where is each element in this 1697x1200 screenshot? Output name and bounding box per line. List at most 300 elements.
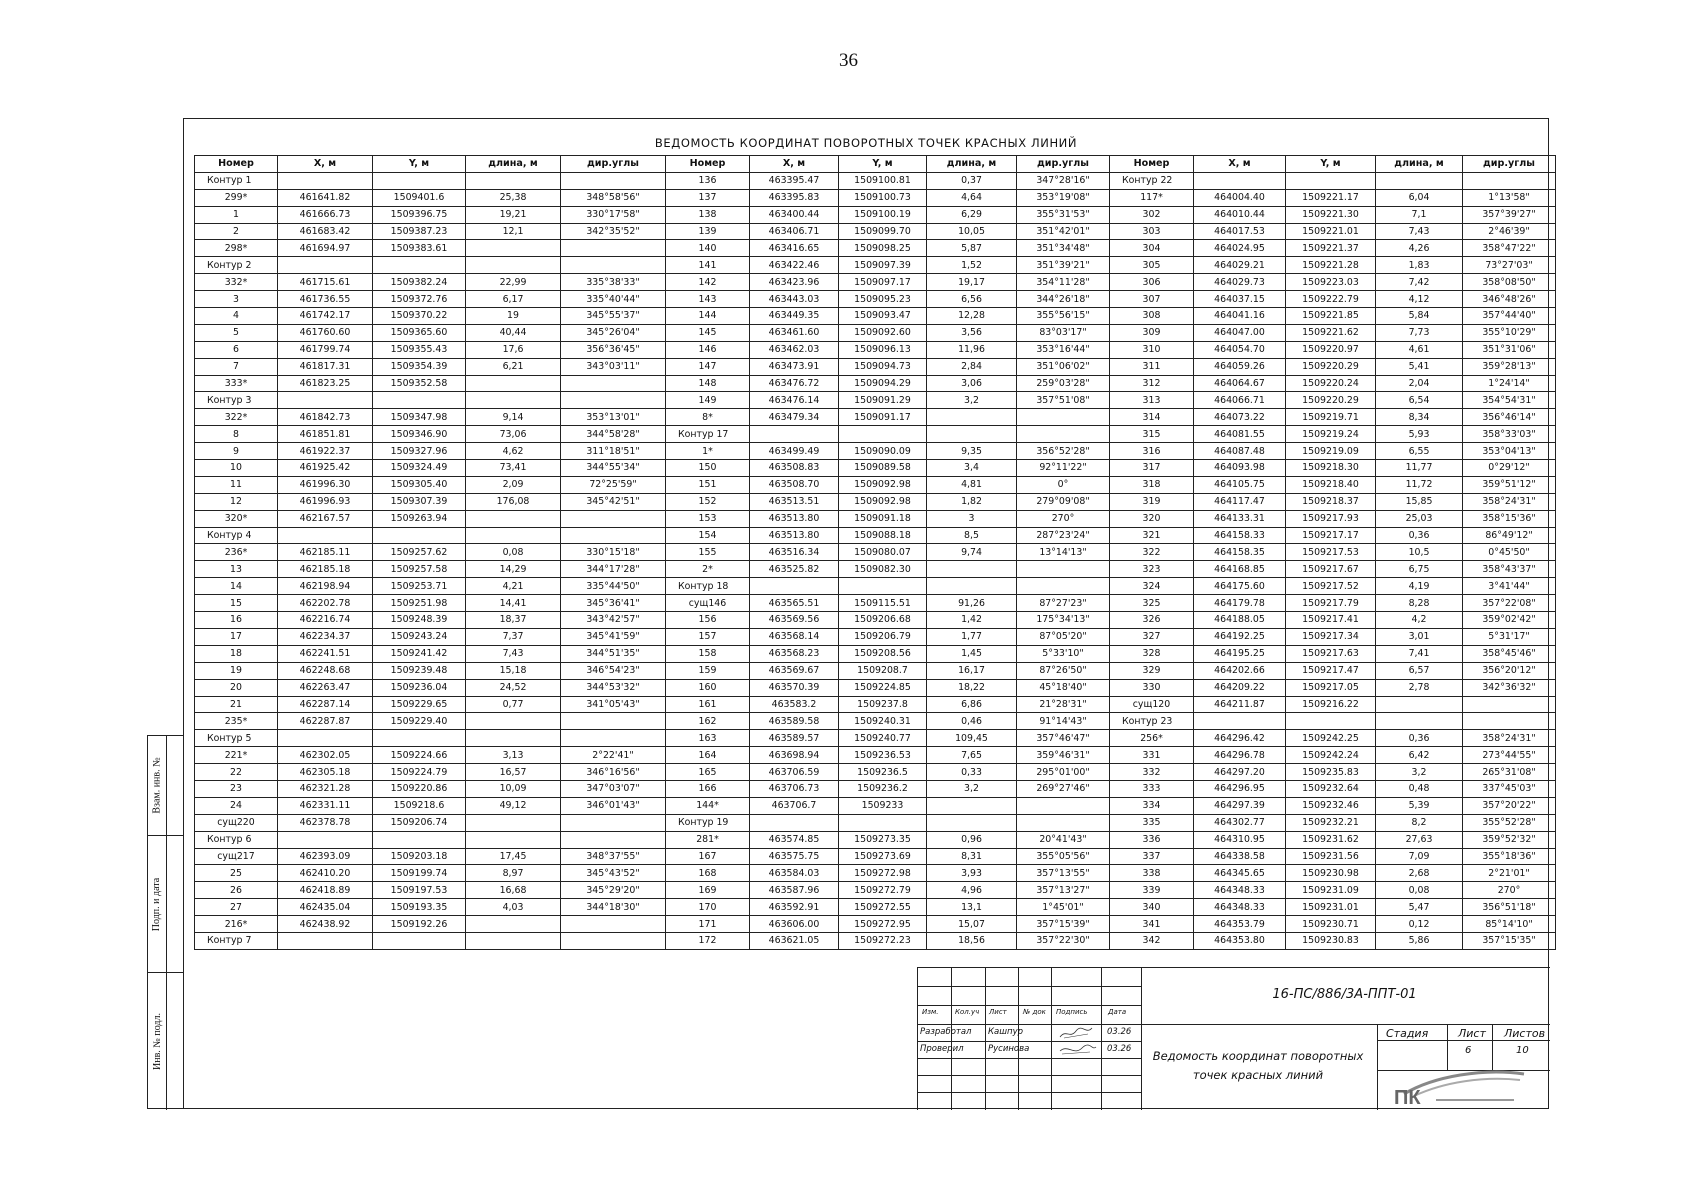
table-cell: 2°21'01": [1463, 865, 1556, 882]
table-cell: 16,68: [466, 882, 561, 899]
table-cell: 4,96: [927, 882, 1017, 899]
point-number-cell: 172: [666, 932, 750, 949]
point-number-cell: 169: [666, 882, 750, 899]
table-cell: 8,5: [927, 527, 1017, 544]
point-number-cell: 141: [666, 257, 750, 274]
table-cell: 464158.35: [1194, 544, 1286, 561]
table-cell: [839, 814, 927, 831]
point-number-cell: 309: [1110, 324, 1194, 341]
table-cell: 464093.98: [1194, 460, 1286, 477]
table-cell: 1509217.53: [1286, 544, 1376, 561]
table-cell: 13°14'13": [1017, 544, 1110, 561]
table-cell: 1509272.23: [839, 932, 927, 949]
table-cell: 1509217.67: [1286, 561, 1376, 578]
point-number-cell: 166: [666, 780, 750, 797]
table-cell: 343°03'11": [561, 358, 666, 375]
table-cell: 6,04: [1376, 189, 1463, 206]
table-cell: 7,09: [1376, 848, 1463, 865]
table-cell: 1509272.95: [839, 916, 927, 933]
table-cell: [1376, 172, 1463, 189]
table-cell: 1509098.25: [839, 240, 927, 257]
point-number-cell: 164: [666, 747, 750, 764]
table-cell: 461683.42: [278, 223, 373, 240]
table-cell: [466, 257, 561, 274]
table-cell: 24,52: [466, 679, 561, 696]
table-cell: 0,46: [927, 713, 1017, 730]
table-cell: 1509239.48: [373, 662, 466, 679]
table-cell: 461760.60: [278, 324, 373, 341]
point-number-cell: 143: [666, 291, 750, 308]
table-cell: 1509307.39: [373, 493, 466, 510]
table-cell: 12,1: [466, 223, 561, 240]
table-cell: [1017, 409, 1110, 426]
table-row: [195, 932, 1556, 949]
point-number-cell: 327: [1110, 628, 1194, 645]
table-cell: 1509229.40: [373, 713, 466, 730]
table-cell: 1509327.96: [373, 443, 466, 460]
table-cell: 335°38'33": [561, 274, 666, 291]
column-header: длина, м: [927, 156, 1017, 173]
table-cell: 462321.28: [278, 780, 373, 797]
point-number-cell: 167: [666, 848, 750, 865]
table-cell: [278, 730, 373, 747]
table-cell: 464296.78: [1194, 747, 1286, 764]
column-header: Y, м: [1286, 156, 1376, 173]
table-cell: 11,96: [927, 341, 1017, 358]
table-cell: 1509217.52: [1286, 578, 1376, 595]
table-cell: 3,01: [1376, 628, 1463, 645]
table-cell: 0,48: [1376, 780, 1463, 797]
table-cell: [1017, 561, 1110, 578]
table-cell: 1509355.43: [373, 341, 466, 358]
table-cell: 8,2: [1376, 814, 1463, 831]
table-cell: 463568.14: [750, 628, 839, 645]
table-title: ВЕДОМОСТЬ КООРДИНАТ ПОВОРОТНЫХ ТОЧЕК КРАСНЫХ ЛИНИЙ: [654, 136, 1078, 150]
point-number-cell: 328: [1110, 645, 1194, 662]
table-cell: [373, 730, 466, 747]
table-cell: 357°22'30": [1017, 932, 1110, 949]
table-cell: [839, 578, 927, 595]
point-number-cell: 304: [1110, 240, 1194, 257]
table-cell: 357°44'40": [1463, 308, 1556, 325]
table-cell: 461823.25: [278, 375, 373, 392]
table-cell: 464348.33: [1194, 899, 1286, 916]
point-number-cell: 8*: [666, 409, 750, 426]
point-number-cell: 314: [1110, 409, 1194, 426]
table-cell: 1509240.31: [839, 713, 927, 730]
table-cell: 462393.09: [278, 848, 373, 865]
table-cell: 1°45'01": [1017, 899, 1110, 916]
table-cell: 1509248.39: [373, 612, 466, 629]
table-cell: 463569.56: [750, 612, 839, 629]
table-cell: 176,08: [466, 493, 561, 510]
sidebar-cell-signature: [148, 836, 183, 973]
table-cell: 1509272.98: [839, 865, 927, 882]
table-cell: 4,64: [927, 189, 1017, 206]
table-cell: 1509387.23: [373, 223, 466, 240]
point-number-cell: Контур 4: [195, 527, 278, 544]
table-cell: 464158.33: [1194, 527, 1286, 544]
point-number-cell: 323: [1110, 561, 1194, 578]
table-cell: 464066.71: [1194, 392, 1286, 409]
stamp-col-count: Кол.уч: [955, 1008, 980, 1016]
point-number-cell: 24: [195, 797, 278, 814]
table-cell: 354°11'28": [1017, 274, 1110, 291]
table-cell: 1509092.98: [839, 476, 927, 493]
table-cell: 344°58'28": [561, 426, 666, 443]
table-cell: 15,18: [466, 662, 561, 679]
table-cell: [927, 561, 1017, 578]
table-cell: 1,82: [927, 493, 1017, 510]
table-cell: 343°42'57": [561, 612, 666, 629]
table-cell: 463395.83: [750, 189, 839, 206]
table-cell: 464297.39: [1194, 797, 1286, 814]
table-cell: 1509240.77: [839, 730, 927, 747]
table-cell: 463508.70: [750, 476, 839, 493]
table-cell: 463606.00: [750, 916, 839, 933]
point-number-cell: 137: [666, 189, 750, 206]
checked-signature-image: [1058, 1042, 1098, 1058]
table-cell: 463516.34: [750, 544, 839, 561]
table-cell: 463583.2: [750, 696, 839, 713]
table-cell: 1509089.58: [839, 460, 927, 477]
point-number-cell: 151: [666, 476, 750, 493]
table-cell: 5,47: [1376, 899, 1463, 916]
table-cell: 461694.97: [278, 240, 373, 257]
table-cell: [561, 392, 666, 409]
table-cell: 4,19: [1376, 578, 1463, 595]
table-cell: 358°33'03": [1463, 426, 1556, 443]
table-cell: [1463, 696, 1556, 713]
table-cell: 357°15'39": [1017, 916, 1110, 933]
table-cell: 7,73: [1376, 324, 1463, 341]
table-cell: [1017, 426, 1110, 443]
table-cell: 10,5: [1376, 544, 1463, 561]
side-stamp: [147, 735, 183, 1109]
table-cell: 464029.21: [1194, 257, 1286, 274]
table-cell: 463513.80: [750, 510, 839, 527]
table-cell: 25,03: [1376, 510, 1463, 527]
table-cell: 1509221.37: [1286, 240, 1376, 257]
table-cell: 356°51'18": [1463, 899, 1556, 916]
table-cell: 463706.73: [750, 780, 839, 797]
table-cell: 1509231.09: [1286, 882, 1376, 899]
table-cell: 3,06: [927, 375, 1017, 392]
table-cell: 463416.65: [750, 240, 839, 257]
column-header: Y, м: [839, 156, 927, 173]
point-number-cell: 139: [666, 223, 750, 240]
table-cell: 357°15'35": [1463, 932, 1556, 949]
table-cell: 270°: [1017, 510, 1110, 527]
table-cell: 463706.7: [750, 797, 839, 814]
table-cell: [750, 814, 839, 831]
table-cell: 5,84: [1376, 308, 1463, 325]
table-cell: 265°31'08": [1463, 764, 1556, 781]
table-cell: [927, 797, 1017, 814]
table-cell: 463525.82: [750, 561, 839, 578]
stamp-checked-label: Проверил: [920, 1044, 964, 1054]
table-cell: 11,77: [1376, 460, 1463, 477]
table-cell: 5,93: [1376, 426, 1463, 443]
column-header: X, м: [750, 156, 839, 173]
table-cell: 3,4: [927, 460, 1017, 477]
table-cell: 359°46'31": [1017, 747, 1110, 764]
table-cell: 1,52: [927, 257, 1017, 274]
table-cell: 18,37: [466, 612, 561, 629]
point-number-cell: 311: [1110, 358, 1194, 375]
table-cell: 91°14'43": [1017, 713, 1110, 730]
table-cell: 464073.22: [1194, 409, 1286, 426]
table-row: [195, 662, 1556, 679]
table-cell: 462378.78: [278, 814, 373, 831]
table-row: [195, 747, 1556, 764]
table-cell: 83°03'17": [1017, 324, 1110, 341]
table-cell: [561, 527, 666, 544]
table-cell: 1509232.64: [1286, 780, 1376, 797]
table-cell: 1509242.25: [1286, 730, 1376, 747]
table-cell: [561, 831, 666, 848]
table-cell: 462185.18: [278, 561, 373, 578]
table-cell: 463449.35: [750, 308, 839, 325]
table-row: [195, 561, 1556, 578]
table-cell: 464188.05: [1194, 612, 1286, 629]
point-number-cell: 338: [1110, 865, 1194, 882]
table-cell: 356°36'45": [561, 341, 666, 358]
point-number-cell: 171: [666, 916, 750, 933]
table-cell: 1509220.97: [1286, 341, 1376, 358]
table-cell: 6,57: [1376, 662, 1463, 679]
table-cell: 1509346.90: [373, 426, 466, 443]
table-cell: 1509221.17: [1286, 189, 1376, 206]
table-cell: 462263.47: [278, 679, 373, 696]
table-cell: 462435.04: [278, 899, 373, 916]
table-cell: 1509220.86: [373, 780, 466, 797]
table-row: [195, 206, 1556, 223]
table-cell: 1509218.6: [373, 797, 466, 814]
table-row: [195, 713, 1556, 730]
point-number-cell: 339: [1110, 882, 1194, 899]
table-cell: [278, 172, 373, 189]
table-cell: [466, 527, 561, 544]
table-cell: 464117.47: [1194, 493, 1286, 510]
table-cell: 463400.44: [750, 206, 839, 223]
table-cell: 87°05'20": [1017, 628, 1110, 645]
table-cell: [278, 527, 373, 544]
table-cell: 14,29: [466, 561, 561, 578]
table-row: [195, 882, 1556, 899]
point-number-cell: Контур 19: [666, 814, 750, 831]
table-cell: [1017, 578, 1110, 595]
point-number-cell: 3: [195, 291, 278, 308]
table-cell: 1509203.18: [373, 848, 466, 865]
table-cell: 354°54'31": [1463, 392, 1556, 409]
table-cell: 2°46'39": [1463, 223, 1556, 240]
table-cell: [373, 831, 466, 848]
point-number-cell: 7: [195, 358, 278, 375]
table-cell: 1509192.26: [373, 916, 466, 933]
table-cell: 464004.40: [1194, 189, 1286, 206]
table-cell: 464010.44: [1194, 206, 1286, 223]
point-number-cell: 317: [1110, 460, 1194, 477]
point-number-cell: 2*: [666, 561, 750, 578]
table-cell: 462198.94: [278, 578, 373, 595]
point-number-cell: 19: [195, 662, 278, 679]
table-cell: 464202.66: [1194, 662, 1286, 679]
table-cell: 464353.80: [1194, 932, 1286, 949]
table-cell: 16,57: [466, 764, 561, 781]
table-cell: 1509088.18: [839, 527, 927, 544]
table-cell: 355°52'28": [1463, 814, 1556, 831]
table-cell: 6,75: [1376, 561, 1463, 578]
table-cell: 463568.23: [750, 645, 839, 662]
table-cell: 8,97: [466, 865, 561, 882]
table-cell: 2,04: [1376, 375, 1463, 392]
point-number-cell: 341: [1110, 916, 1194, 933]
table-cell: 8,34: [1376, 409, 1463, 426]
table-cell: 1509100.73: [839, 189, 927, 206]
table-cell: 259°03'28": [1017, 375, 1110, 392]
table-cell: 1509097.17: [839, 274, 927, 291]
table-cell: 269°27'46": [1017, 780, 1110, 797]
table-cell: 353°13'01": [561, 409, 666, 426]
table-cell: [373, 257, 466, 274]
table-cell: 1509236.53: [839, 747, 927, 764]
point-number-cell: 156: [666, 612, 750, 629]
table-cell: 351°34'48": [1017, 240, 1110, 257]
table-cell: 1509199.74: [373, 865, 466, 882]
point-number-cell: 235*: [195, 713, 278, 730]
point-number-cell: 318: [1110, 476, 1194, 493]
table-row: [195, 764, 1556, 781]
table-cell: 17,45: [466, 848, 561, 865]
point-number-cell: 4: [195, 308, 278, 325]
point-number-cell: 336: [1110, 831, 1194, 848]
table-cell: 1509230.98: [1286, 865, 1376, 882]
table-cell: [466, 240, 561, 257]
table-row: [195, 324, 1556, 341]
table-cell: [561, 240, 666, 257]
table-cell: 13,1: [927, 899, 1017, 916]
table-cell: 19,17: [927, 274, 1017, 291]
table-cell: 355°05'56": [1017, 848, 1110, 865]
table-cell: 348°37'55": [561, 848, 666, 865]
table-row: [195, 730, 1556, 747]
point-number-cell: 170: [666, 899, 750, 916]
table-cell: 330°17'58": [561, 206, 666, 223]
table-cell: [1194, 713, 1286, 730]
table-row: [195, 831, 1556, 848]
table-cell: 1509094.29: [839, 375, 927, 392]
table-cell: 4,2: [1376, 612, 1463, 629]
table-cell: 463476.14: [750, 392, 839, 409]
point-number-cell: 330: [1110, 679, 1194, 696]
table-cell: 359°51'12": [1463, 476, 1556, 493]
table-cell: [561, 257, 666, 274]
point-number-cell: 310: [1110, 341, 1194, 358]
point-number-cell: 307: [1110, 291, 1194, 308]
table-cell: [466, 510, 561, 527]
table-cell: 4,03: [466, 899, 561, 916]
point-number-cell: 306: [1110, 274, 1194, 291]
table-row: [195, 679, 1556, 696]
table-cell: 1509251.98: [373, 595, 466, 612]
table-cell: 1509241.42: [373, 645, 466, 662]
table-cell: [561, 172, 666, 189]
table-cell: 92°11'22": [1017, 460, 1110, 477]
table-cell: 463479.34: [750, 409, 839, 426]
stamp-stage-label: Стадия: [1386, 1027, 1429, 1040]
table-cell: 1509243.24: [373, 628, 466, 645]
table-cell: 14,41: [466, 595, 561, 612]
table-cell: [1017, 814, 1110, 831]
table-cell: 3,2: [927, 392, 1017, 409]
table-cell: [373, 527, 466, 544]
table-cell: 463513.51: [750, 493, 839, 510]
table-cell: 355°56'15": [1017, 308, 1110, 325]
table-cell: [927, 814, 1017, 831]
table-cell: 1509219.09: [1286, 443, 1376, 460]
table-cell: 1509100.19: [839, 206, 927, 223]
point-number-cell: 20: [195, 679, 278, 696]
point-number-cell: 216*: [195, 916, 278, 933]
table-cell: [466, 375, 561, 392]
column-header: Y, м: [373, 156, 466, 173]
point-number-cell: 316: [1110, 443, 1194, 460]
column-header: Номер: [195, 156, 278, 173]
table-cell: 7,43: [466, 645, 561, 662]
table-cell: 1509220.29: [1286, 358, 1376, 375]
table-cell: 19,21: [466, 206, 561, 223]
column-header: дир.углы: [1017, 156, 1110, 173]
table-cell: 18,22: [927, 679, 1017, 696]
table-cell: 358°15'36": [1463, 510, 1556, 527]
table-cell: 6,54: [1376, 392, 1463, 409]
table-cell: 463570.39: [750, 679, 839, 696]
table-cell: 1509257.62: [373, 544, 466, 561]
stamp-col-sheet: Лист: [989, 1008, 1007, 1016]
table-cell: 345°26'04": [561, 324, 666, 341]
table-cell: 1509217.93: [1286, 510, 1376, 527]
point-number-cell: 8: [195, 426, 278, 443]
table-cell: 463589.58: [750, 713, 839, 730]
table-cell: 464338.58: [1194, 848, 1286, 865]
column-header: Номер: [1110, 156, 1194, 173]
table-cell: 1509208.7: [839, 662, 927, 679]
table-cell: 73,06: [466, 426, 561, 443]
table-cell: [278, 831, 373, 848]
table-cell: 49,12: [466, 797, 561, 814]
table-cell: 463513.80: [750, 527, 839, 544]
point-number-cell: 313: [1110, 392, 1194, 409]
table-cell: 1509096.13: [839, 341, 927, 358]
table-row: [195, 476, 1556, 493]
table-cell: 464041.16: [1194, 308, 1286, 325]
table-cell: 463473.91: [750, 358, 839, 375]
table-cell: 463395.47: [750, 172, 839, 189]
table-cell: 1509224.66: [373, 747, 466, 764]
table-cell: 0,36: [1376, 527, 1463, 544]
point-number-cell: 312: [1110, 375, 1194, 392]
table-cell: 18,56: [927, 932, 1017, 949]
table-cell: 1509097.39: [839, 257, 927, 274]
logo-text: ПК: [1394, 1087, 1421, 1106]
table-cell: 1509352.58: [373, 375, 466, 392]
table-cell: [750, 578, 839, 595]
table-cell: 1509273.35: [839, 831, 927, 848]
point-number-cell: 13: [195, 561, 278, 578]
table-cell: 357°13'55": [1017, 865, 1110, 882]
table-cell: [466, 932, 561, 949]
